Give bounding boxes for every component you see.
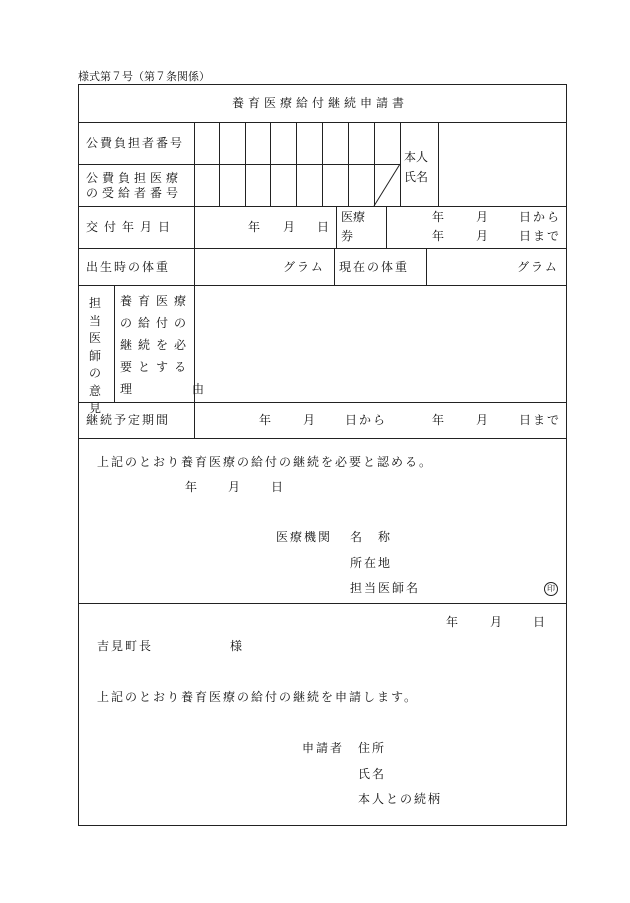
certification-date-day: 日: [271, 480, 284, 494]
recipient-number-label-line2: の受給者番号: [86, 186, 183, 200]
addressee-honorific: 様: [230, 639, 243, 653]
period-to-day: 日まで: [519, 413, 562, 427]
certification-statement: 上記のとおり養育医療の給付の継続を必要と認める。: [97, 455, 434, 469]
reason-label-line: 要とする: [120, 360, 193, 374]
medical-institution-label: 医療機関: [276, 530, 333, 544]
form-title: 養育医療給付継続申請書: [232, 96, 409, 110]
current-weight-unit: グラム: [517, 260, 559, 274]
ticket-from-day: 日から: [519, 210, 562, 224]
current-weight-label: 現在の体重: [339, 260, 410, 274]
issue-date-month: 月: [283, 220, 296, 234]
recipient-number-label-line1: 公費負担医療: [86, 171, 183, 185]
ticket-from-year: 年: [432, 210, 445, 224]
continuation-period-label: 継続予定期間: [86, 413, 171, 427]
addressee-label: 吉見町長: [97, 639, 154, 653]
form-number-label: 様式第７号（第７条関係）: [78, 70, 210, 83]
ticket-to-day: 日まで: [519, 229, 562, 243]
certification-date-year: 年: [185, 480, 198, 494]
attending-doctor-label: 担当医師名: [350, 581, 421, 595]
birth-weight-label: 出生時の体重: [86, 260, 171, 274]
issue-date-year: 年: [248, 220, 261, 234]
application-date-month: 月: [490, 615, 503, 629]
ticket-from-month: 月: [476, 210, 489, 224]
reason-label-line: 継続を必: [120, 338, 193, 352]
public-payer-number-label: 公費負担者番号: [86, 136, 185, 150]
principal-label-line2: 氏名: [404, 170, 429, 184]
medical-ticket-label-line2: 券: [341, 229, 354, 243]
period-from-day: 日から: [345, 413, 388, 427]
medical-ticket-label-line1: 医療: [341, 210, 366, 224]
issue-date-day: 日: [317, 220, 330, 234]
seal-mark: 印: [544, 582, 558, 596]
certification-date-month: 月: [228, 480, 241, 494]
applicant-label: 申請者: [302, 741, 345, 755]
reason-label-line: の給付の: [120, 316, 193, 330]
period-from-month: 月: [303, 413, 316, 427]
applicant-address-label: 住所: [358, 741, 387, 755]
doctor-opinion-vertical-label: 担当医師の意見: [88, 296, 101, 415]
birth-weight-unit: グラム: [283, 260, 325, 274]
principal-label-line1: 本人: [404, 150, 429, 164]
application-statement: 上記のとおり養育医療の給付の継続を申請します。: [97, 690, 419, 704]
ticket-to-month: 月: [476, 229, 489, 243]
period-to-month: 月: [476, 413, 489, 427]
issue-date-label: 交付年月日: [86, 220, 177, 234]
reason-label-line: 養育医療: [120, 294, 193, 308]
ticket-to-year: 年: [432, 229, 445, 243]
applicant-name-label: 氏名: [358, 767, 387, 781]
institution-name-label: 名 称: [350, 530, 393, 544]
period-from-year: 年: [259, 413, 272, 427]
institution-address-label: 所在地: [350, 556, 393, 570]
application-date-year: 年: [446, 615, 459, 629]
period-to-year: 年: [432, 413, 445, 427]
reason-label-line: 理 由: [120, 382, 229, 396]
application-date-day: 日: [533, 615, 546, 629]
relationship-label: 本人との続柄: [358, 792, 443, 806]
